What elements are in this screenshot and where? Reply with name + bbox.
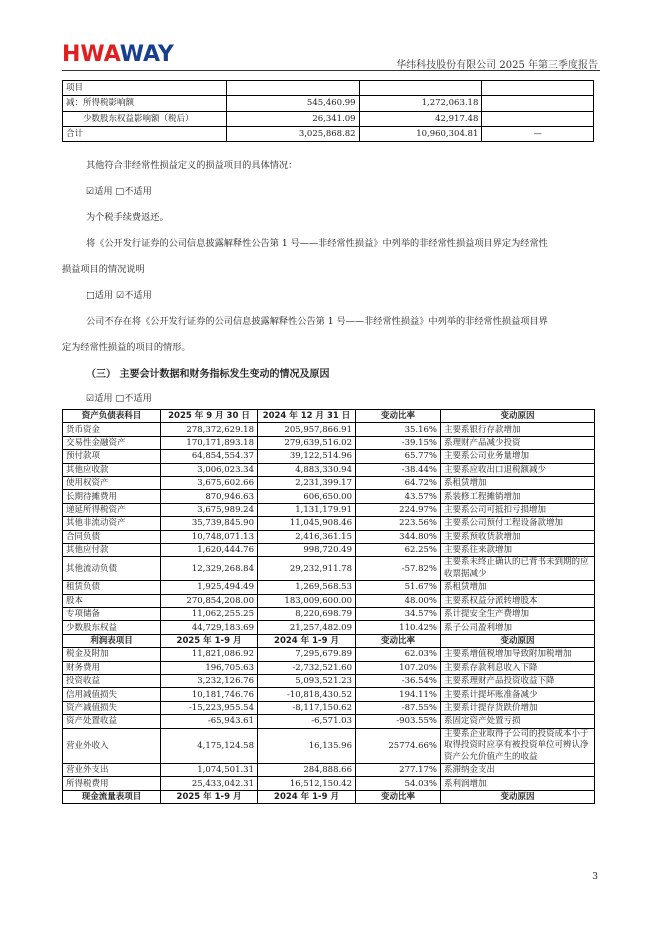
table-cell: 8,220,698.79 — [258, 608, 356, 621]
table-cell: 系装修工程摊销增加 — [441, 490, 595, 503]
company-logo — [62, 44, 174, 66]
table-cell: 48.00% — [356, 594, 441, 607]
applicable-checkbox-line: ☑适用 □不适用 — [86, 393, 152, 404]
table-cell: 主要系理财产品投资收益下降 — [441, 675, 595, 688]
table-cell: 系滞纳金支出 — [441, 764, 595, 777]
table-header-cell: 变动比率 — [356, 410, 441, 423]
table-cell: 主要系未终止确认的已背书未到期的应收票据减少 — [441, 557, 595, 581]
table-cell: 21,257,482.09 — [258, 621, 356, 634]
table-row — [63, 661, 595, 674]
table-cell: 4,883,330.94 — [258, 463, 356, 476]
table-cell: 1,074,501.31 — [161, 764, 258, 777]
table-cell: 606,650.00 — [258, 490, 356, 503]
table-cell: 合同负债 — [63, 530, 161, 543]
table-cell: 2,416,361.15 — [258, 530, 356, 543]
paragraph: 公司不存在将《公开发行证券的公司信息披露解释性公告第 1 号——非经常性损益》中列举的非经常性损益项目界 — [86, 316, 548, 327]
table-cell: 1,620,444.76 — [161, 543, 258, 556]
table-cell: 194.11% — [356, 688, 441, 701]
table-cell: 29,232,911.78 — [258, 557, 356, 581]
table-cell: 资产处置收益 — [63, 715, 161, 728]
table-cell: 344.80% — [356, 530, 441, 543]
table-cell: -39.15% — [356, 436, 441, 449]
table-cell: 12,329,268.84 — [161, 557, 258, 581]
table-cell: 278,372,629.18 — [161, 423, 258, 436]
table-cell: 系租赁增加 — [441, 476, 595, 489]
table-cell: -57.82% — [356, 557, 441, 581]
table-cell: 270,854,208.00 — [161, 594, 258, 607]
table-cell: 投资收益 — [63, 675, 161, 688]
table-cell — [482, 81, 594, 96]
table-header-cell: 变动原因 — [441, 790, 595, 803]
non-recurring-table — [62, 80, 594, 142]
table-header-cell: 2025 年 9 月 30 日 — [161, 410, 258, 423]
table-cell: 减：所得税影响额 — [63, 96, 227, 111]
table-header-cell: 变动原因 — [441, 634, 595, 647]
table-cell: 其他流动负债 — [63, 557, 161, 581]
table-cell: 16,512,150.42 — [258, 777, 356, 790]
table-cell: 10,960,304.81 — [359, 126, 482, 141]
table-cell: 信用减值损失 — [63, 688, 161, 701]
table-cell: 25,433,042.31 — [161, 777, 258, 790]
header-divider — [62, 70, 600, 71]
table-cell: 预付款项 — [63, 450, 161, 463]
table-cell: 1,131,179.91 — [258, 503, 356, 516]
table-row — [63, 436, 595, 449]
table-cell: 107.20% — [356, 661, 441, 674]
table-row — [63, 777, 595, 790]
change-analysis-table — [62, 409, 595, 804]
report-title: 华纬科技股份有限公司 2025 年第三季度报告 — [396, 60, 598, 71]
table-cell: 合计 — [63, 126, 227, 141]
table-cell: 资产减值损失 — [63, 701, 161, 714]
table-row — [63, 463, 595, 476]
table-cell: 营业外收入 — [63, 728, 161, 764]
table-cell: 39,122,514.96 — [258, 450, 356, 463]
table-cell: 所得税费用 — [63, 777, 161, 790]
table-row — [63, 728, 595, 764]
table-cell: -903.55% — [356, 715, 441, 728]
table-row — [63, 476, 595, 489]
table-cell: 主要系计提存货跌价增加 — [441, 701, 595, 714]
table-cell: 545,460.99 — [226, 96, 359, 111]
table-row — [63, 126, 594, 141]
table-cell: 系计提安全生产费增加 — [441, 608, 595, 621]
table-cell: 5,093,521.23 — [258, 675, 356, 688]
table-cell: 1,272,063.18 — [359, 96, 482, 111]
table-cell: 1,925,494.49 — [161, 581, 258, 594]
table-cell: 3,232,126.76 — [161, 675, 258, 688]
table-cell: 11,062,255.25 — [161, 608, 258, 621]
table-cell: 3,675,989.24 — [161, 503, 258, 516]
table-row — [63, 715, 595, 728]
table-cell: 62.03% — [356, 648, 441, 661]
table-cell: -87.55% — [356, 701, 441, 714]
table-cell: 51.67% — [356, 581, 441, 594]
logo-text-part1: HWA — [62, 42, 120, 67]
table-cell: 4,175,124.58 — [161, 728, 258, 764]
table-cell: 16,135.96 — [258, 728, 356, 764]
table-cell: 主要系应收出口退税额减少 — [441, 463, 595, 476]
table-cell: 205,957,866.91 — [258, 423, 356, 436]
table-row — [63, 621, 595, 634]
table-cell: 277.17% — [356, 764, 441, 777]
table-cell: 10,748,071.13 — [161, 530, 258, 543]
table-header-cell: 利润表项目 — [63, 634, 161, 647]
table-cell: 主要系企业取得子公司的投资成本小于取得投资时应享有被投资单位可辨认净资产公允价值产生的收益 — [441, 728, 595, 764]
table-cell: 44,729,183.69 — [161, 621, 258, 634]
table-cell: 主要系预收货款增加 — [441, 530, 595, 543]
table-header-cell: 2024 年 1-9 月 — [258, 790, 356, 803]
table-header-cell: 2025 年 1-9 月 — [161, 634, 258, 647]
table-cell: 26,341.09 — [226, 111, 359, 126]
table-cell: 其他应收款 — [63, 463, 161, 476]
table-row — [63, 450, 595, 463]
table-row — [63, 648, 595, 661]
table-cell: 1,269,568.53 — [258, 581, 356, 594]
table-cell: 主要系公司预付工程设备款增加 — [441, 517, 595, 530]
paragraph: 将《公开发行证券的公司信息披露解释性公告第 1 号——非经常性损益》中列举的非经常性损益项目界定为经常性 — [86, 238, 548, 249]
table-cell: 交易性金融资产 — [63, 436, 161, 449]
table-cell: 110.42% — [356, 621, 441, 634]
table-cell: 11,821,086.92 — [161, 648, 258, 661]
table-cell: 3,006,023.34 — [161, 463, 258, 476]
table-cell: 股本 — [63, 594, 161, 607]
table-cell: -6,571.03 — [258, 715, 356, 728]
table-cell: 7,295,679.89 — [258, 648, 356, 661]
table-cell: — — [482, 126, 594, 141]
table-cell: -65,943.61 — [161, 715, 258, 728]
table-row — [63, 608, 595, 621]
table-cell: 主要系计提坏账准备减少 — [441, 688, 595, 701]
table-cell: 3,675,602.66 — [161, 476, 258, 489]
table-row — [63, 111, 594, 126]
applicable-checkbox-line: □适用 ☑不适用 — [86, 290, 152, 301]
table-header-cell: 资产负债表科目 — [63, 410, 161, 423]
table-cell: 870,946.63 — [161, 490, 258, 503]
table-cell: -10,818,430.52 — [258, 688, 356, 701]
table-cell — [482, 111, 594, 126]
table-cell: -2,732,521.60 — [258, 661, 356, 674]
table-header-cell: 2025 年 1-9 月 — [161, 790, 258, 803]
table-cell: 其他应付款 — [63, 543, 161, 556]
table-cell: 25774.66% — [356, 728, 441, 764]
table-cell: -38.44% — [356, 463, 441, 476]
table-cell: 税金及附加 — [63, 648, 161, 661]
table-cell: 主要系往来款增加 — [441, 543, 595, 556]
table-cell: 224.97% — [356, 503, 441, 516]
table-cell: 42,917.48 — [359, 111, 482, 126]
table-cell: 3,025,868.82 — [226, 126, 359, 141]
table-cell: 少数股东权益 — [63, 621, 161, 634]
table-row — [63, 688, 595, 701]
table-cell: 系子公司盈利增加 — [441, 621, 595, 634]
table-row — [63, 423, 595, 436]
paragraph: 损益项目的情况说明 — [62, 264, 145, 275]
table-header-cell: 2024 年 1-9 月 — [258, 634, 356, 647]
balance-sheet-header-row — [63, 410, 595, 423]
table-cell: 65.77% — [356, 450, 441, 463]
table-header-cell: 变动比率 — [356, 634, 441, 647]
table-cell: 284,888.66 — [258, 764, 356, 777]
table-cell: 项目 — [63, 81, 227, 96]
table-header-cell: 2024 年 12 月 31 日 — [258, 410, 356, 423]
table-cell: 专项储备 — [63, 608, 161, 621]
table-row — [63, 530, 595, 543]
cashflow-header-row — [63, 790, 595, 803]
table-cell: 系租赁增加 — [441, 581, 595, 594]
table-header-cell: 变动原因 — [441, 410, 595, 423]
table-cell: 183,009,600.00 — [258, 594, 356, 607]
table-cell: 2,231,399.17 — [258, 476, 356, 489]
table-row — [63, 81, 594, 96]
table-cell: 少数股东权益影响额（税后） — [63, 111, 227, 126]
table-row — [63, 764, 595, 777]
paragraph: 定为经常性损益的项目的情形。 — [62, 342, 191, 353]
table-cell: 64.72% — [356, 476, 441, 489]
table-cell: 系理财产品减少投资 — [441, 436, 595, 449]
table-row — [63, 701, 595, 714]
table-cell: 43.57% — [356, 490, 441, 503]
table-cell: 54.03% — [356, 777, 441, 790]
paragraph: 其他符合非经常性损益定义的损益项目的具体情况： — [86, 160, 298, 171]
table-row — [63, 675, 595, 688]
table-cell: 长期待摊费用 — [63, 490, 161, 503]
table-cell: -8,117,150.62 — [258, 701, 356, 714]
table-row — [63, 581, 595, 594]
table-cell: 998,720.49 — [258, 543, 356, 556]
table-row — [63, 96, 594, 111]
table-cell — [482, 96, 594, 111]
table-cell: 64,854,554.37 — [161, 450, 258, 463]
table-cell: 34.57% — [356, 608, 441, 621]
table-row — [63, 503, 595, 516]
table-row — [63, 543, 595, 556]
table-cell: 使用权资产 — [63, 476, 161, 489]
table-header-cell: 现金流量表项目 — [63, 790, 161, 803]
table-cell: 财务费用 — [63, 661, 161, 674]
table-cell: 35.16% — [356, 423, 441, 436]
paragraph: 为个税手续费返还。 — [86, 212, 169, 223]
table-cell: 主要系存款利息收入下降 — [441, 661, 595, 674]
table-cell: 35,739,845.90 — [161, 517, 258, 530]
table-cell: 10,181,746.76 — [161, 688, 258, 701]
table-cell: 196,705.63 — [161, 661, 258, 674]
table-cell: 系利润增加 — [441, 777, 595, 790]
table-row — [63, 594, 595, 607]
table-cell: 279,639,516.02 — [258, 436, 356, 449]
table-cell: -15,223,955.54 — [161, 701, 258, 714]
table-cell: 营业外支出 — [63, 764, 161, 777]
table-cell: 223.56% — [356, 517, 441, 530]
table-cell: 主要系增值税增加导致附加税增加 — [441, 648, 595, 661]
table-row — [63, 490, 595, 503]
table-cell — [359, 81, 482, 96]
page-number: 3 — [592, 872, 598, 882]
table-header-cell: 变动比率 — [356, 790, 441, 803]
table-cell: 主要系公司可抵扣亏损增加 — [441, 503, 595, 516]
table-cell: 主要系银行存款增加 — [441, 423, 595, 436]
table-cell: 62.25% — [356, 543, 441, 556]
income-statement-header-row — [63, 634, 595, 647]
table-cell: 11,045,908.46 — [258, 517, 356, 530]
table-cell: 主要系公司业务量增加 — [441, 450, 595, 463]
section-heading: （三） 主要会计数据和财务指标发生变动的情况及原因 — [86, 369, 330, 380]
table-cell: -36.54% — [356, 675, 441, 688]
table-cell: 其他非流动资产 — [63, 517, 161, 530]
table-cell: 货币资金 — [63, 423, 161, 436]
logo-text-part2: WAY — [119, 42, 174, 67]
table-row — [63, 557, 595, 581]
table-cell: 170,171,893.18 — [161, 436, 258, 449]
table-cell — [226, 81, 359, 96]
applicable-checkbox-line: ☑适用 □不适用 — [86, 186, 152, 197]
table-cell: 系固定资产处置亏损 — [441, 715, 595, 728]
table-row — [63, 517, 595, 530]
table-cell: 租赁负债 — [63, 581, 161, 594]
table-cell: 递延所得税资产 — [63, 503, 161, 516]
table-cell: 主要系权益分派转增股本 — [441, 594, 595, 607]
